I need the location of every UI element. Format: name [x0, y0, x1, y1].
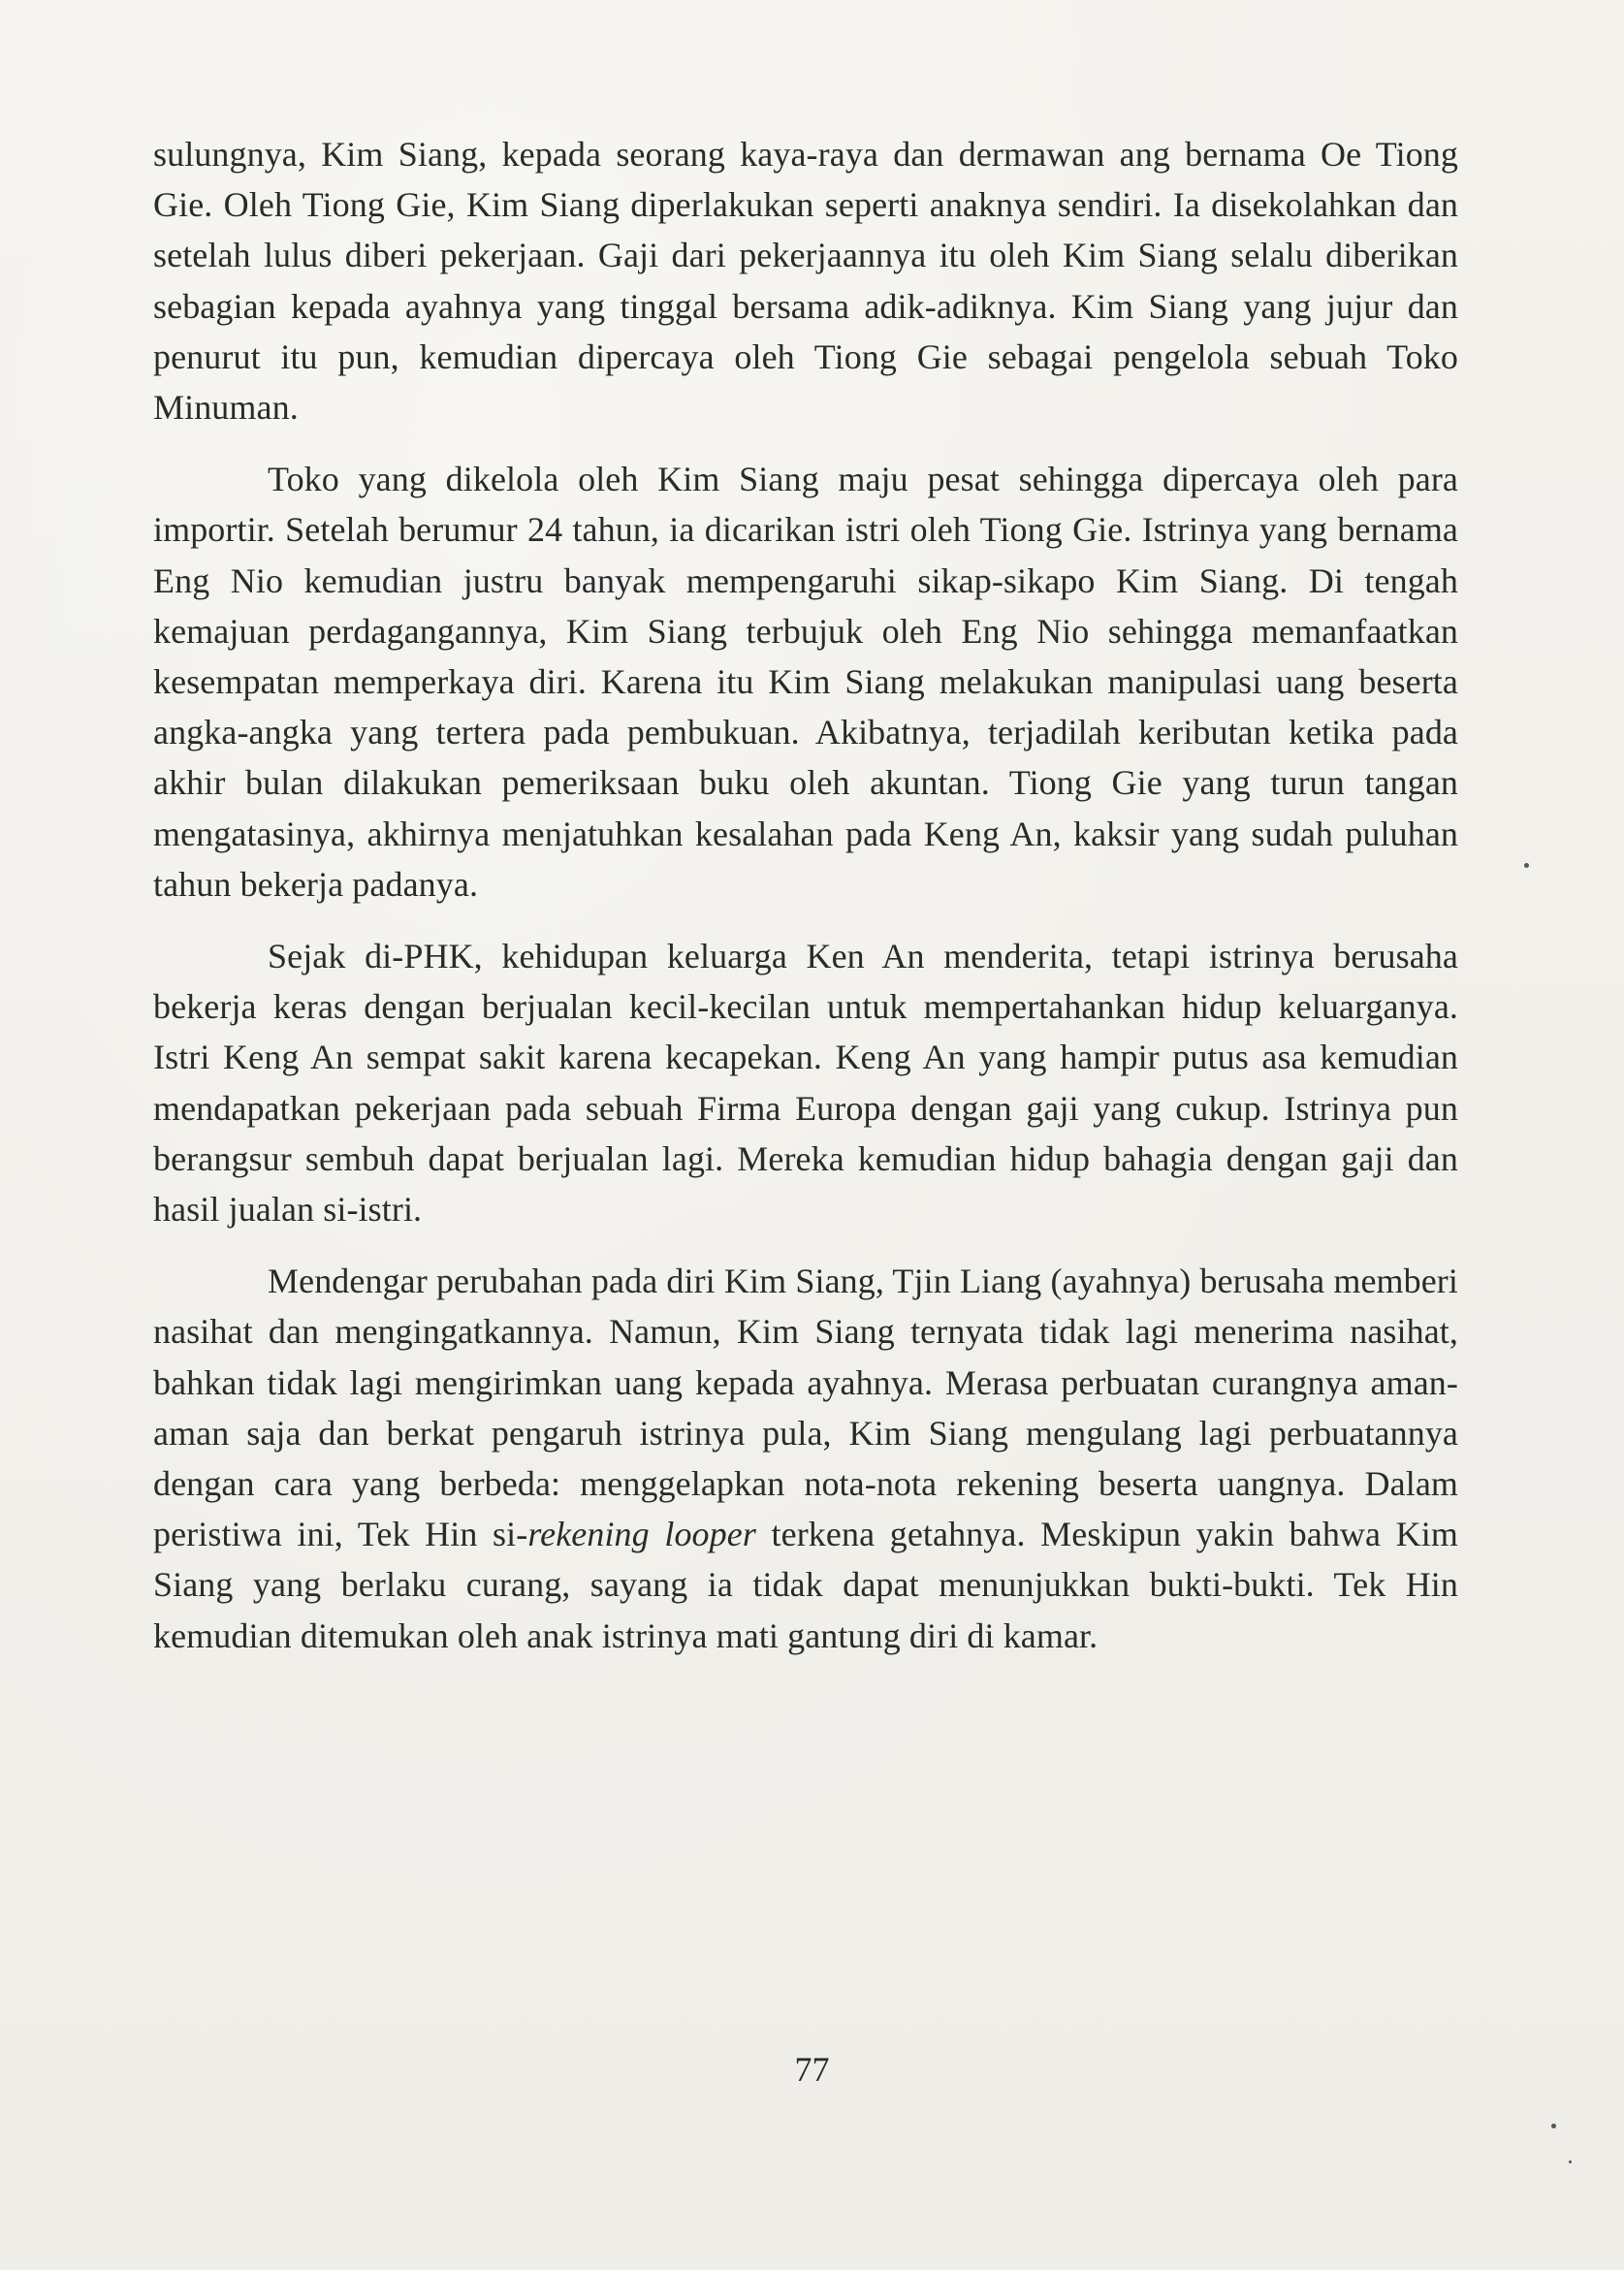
paragraph-3: Sejak di-PHK, kehidupan keluarga Ken An menderita, tetapi istrinya berusaha bekerja keras dengan berjualan kecil-kecilan untuk mempertahankan hidup keluarganya. Istri Keng An sempat sakit karena kecapekan. Keng An yang hampir putus asa kemudian mendapatkan pekerjaan pada sebuah Firma Europa dengan gaji yang cukup. Istrinya pun berangsur sembuh dapat berjualan lagi. Mereka kemudian hidup bahagia dengan gaji dan hasil jualan si-istri. — [153, 937, 1458, 1230]
paragraph-4-part-2: terkena getahnya. Meskipun yakin bahwa Kim Siang yang berlaku curang, sayang ia tidak dapat menunjukkan bukti-bukti. Tek Hin kemudian ditemukan oleh anak istrinya mati gantung diri di kamar. — [153, 1515, 1458, 1655]
body-text — [153, 129, 1458, 1682]
paragraph-4 — [153, 1256, 1458, 1661]
italic-term: rekening looper — [527, 1515, 756, 1554]
paragraph-1: sulungnya, Kim Siang, kepada seorang kaya-raya dan dermawan ang bernama Oe Tiong Gie. Oleh Tiong Gie, Kim Siang diperlakukan seperti anaknya sendiri. Ia disekolahkan dan setelah lulus diberi pekerjaan. Gaji dari pekerjaannya itu oleh Kim Siang selalu diberikan sebagian kepada ayahnya yang tinggal bersama adik-adiknya. Kim Siang yang jujur dan penurut itu pun, kemudian dipercaya oleh Tiong Gie sebagai pengelola sebuah Toko Minuman. — [153, 135, 1458, 428]
paragraph-2: Toko yang dikelola oleh Kim Siang maju pesat sehingga dipercaya oleh para importir. Setelah berumur 24 tahun, ia dicarikan istri oleh Tiong Gie. Istrinya yang bernama Eng Nio kemudian justru banyak mempengaruhi sikap-sikapo Kim Siang. Di tengah kemajuan perdagangannya, Kim Siang terbujuk oleh Eng Nio sehingga memanfaatkan kesempatan memperkaya diri. Karena itu Kim Siang melakukan manipulasi uang beserta angka-angka yang tertera pada pembukuan. Akibatnya, terjadilah keributan ketika pada akhir bulan dilakukan pemeriksaan buku oleh akuntan. Tiong Gie yang turun tangan mengatasinya, akhirnya menjatuhkan kesalahan pada Keng An, kaksir yang sudah puluhan tahun bekerja padanya. — [153, 460, 1458, 904]
paper-speck — [1551, 2124, 1556, 2128]
paragraph-4-part-1: Mendengar perubahan pada diri Kim Siang, Tjin Liang (ayahnya) berusaha memberi nasihat dan mengingatkannya. Namun, Kim Siang ternyata tidak lagi menerima nasihat, bahkan tidak lagi mengirimkan uang kepada ayahnya. Merasa perbuatan curangnya aman-aman saja dan berkat pengaruh istrinya pula, Kim Siang mengulang lagi perbuatannya dengan cara yang berbeda: menggelapkan nota-nota rekening beserta uangnya. Dalam peristiwa ini, Tek Hin si- — [153, 1262, 1458, 1554]
paper-speck — [1524, 863, 1529, 868]
paper-speck — [1569, 2160, 1572, 2163]
page-number: 77 — [794, 2050, 830, 2089]
